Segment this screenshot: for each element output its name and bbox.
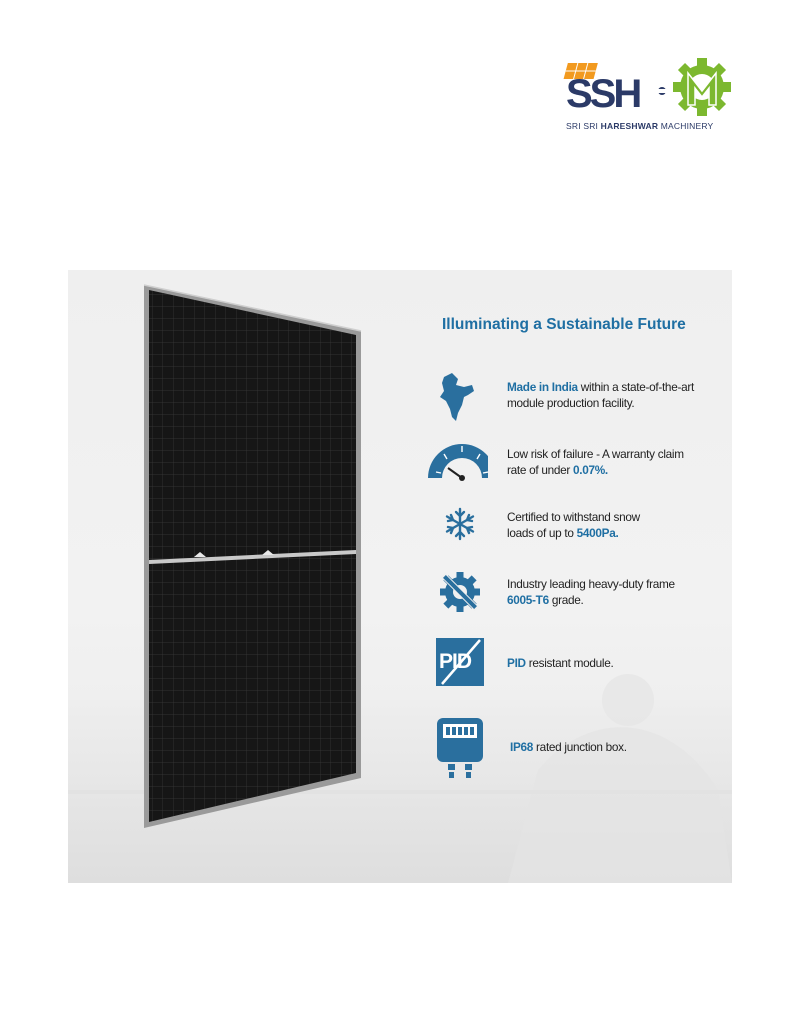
pid-icon: PID [436,638,484,686]
sshm-logo-mark-icon [562,55,742,121]
feature-text: Industry leading heavy-duty frame 6005-T6 grade. [507,577,675,607]
feature-pid [428,638,728,698]
feature-text: Made in India within a state-of-the-art module production facility. [507,380,694,410]
headline: Illuminating a Sustainable Future [442,316,686,333]
product-panel [68,270,732,883]
feature-ip68 [428,716,728,776]
feature-text: Certified to withstand snow loads of up to 5400Pa. [507,510,640,540]
feature-made-in-india [428,367,728,427]
svg-text:SSH: SSH [566,72,640,116]
feature-snow-load [428,503,728,563]
feature-text: IP68 rated junction box. [510,740,627,754]
feature-low-risk [428,440,728,500]
feature-heavy-duty-frame [428,570,728,630]
feature-text: PID resistant module. [507,656,614,670]
gauge-icon [428,440,488,500]
company-logo [562,55,742,135]
junction-box-icon [428,716,488,782]
feature-text: Low risk of failure - A warranty claim rate of under 0.07%. [507,447,684,477]
gear-wrench-icon [428,570,488,630]
india-map-icon [428,367,488,427]
snowflake-icon [428,503,488,563]
logo-caption: SRI SRI HARESHWAR MACHINERY [566,121,714,131]
